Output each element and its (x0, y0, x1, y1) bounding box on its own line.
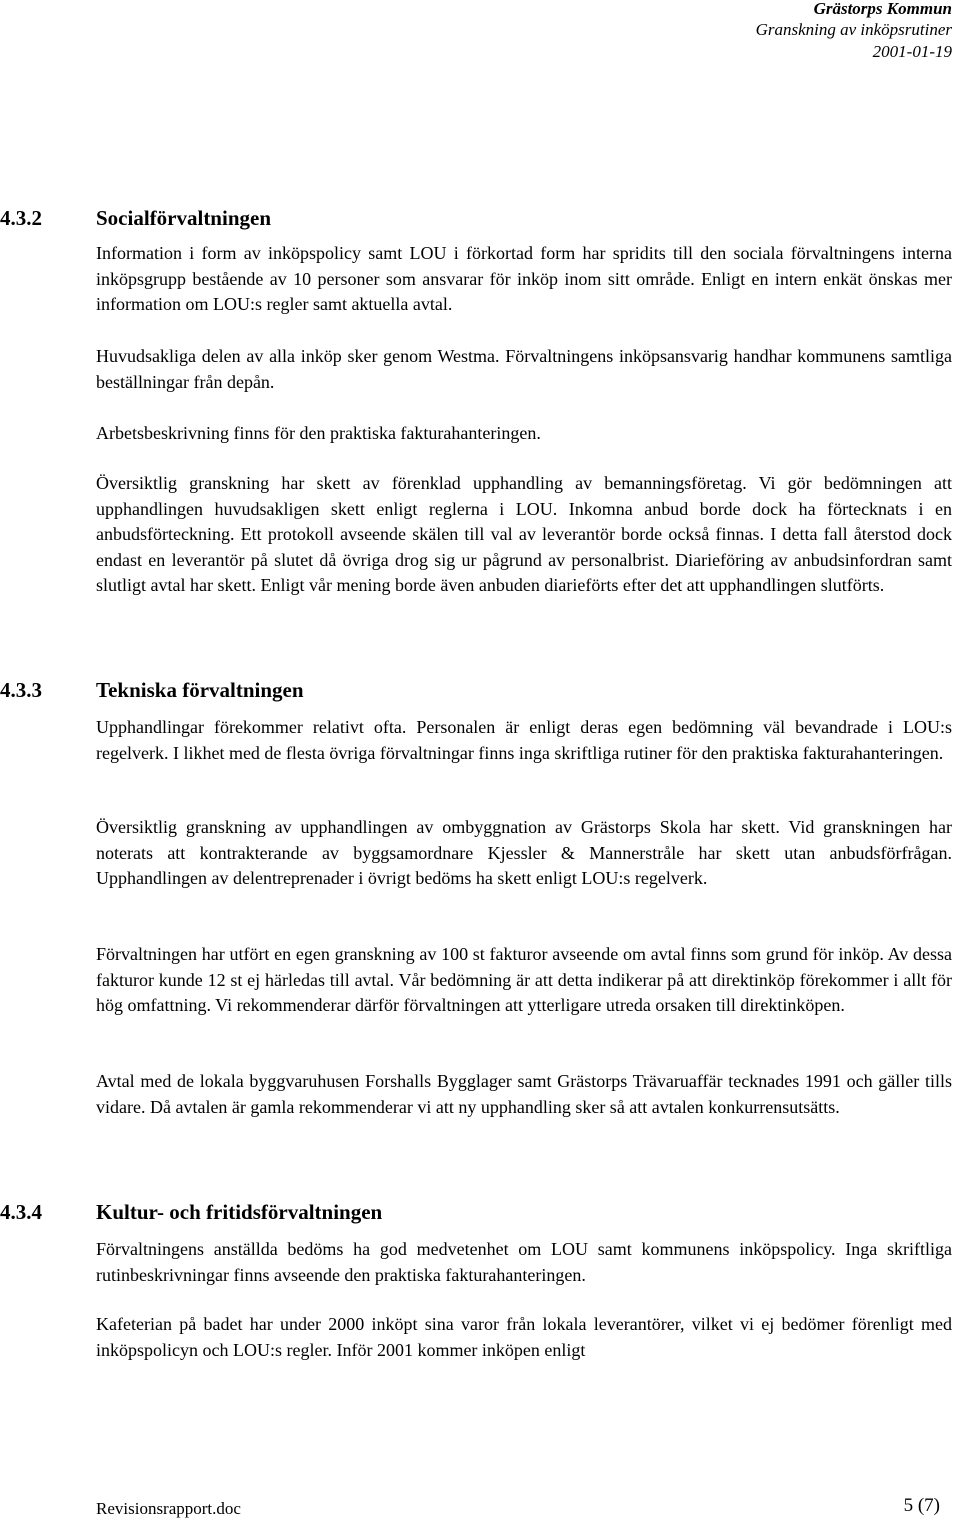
paragraph: Förvaltningens anställda bedöms ha god medvetenhet om LOU samt kommunens inköpspolicy. Inga skriftliga rutinbeskrivningar finns avseende den praktiska fakturahanteringen. (96, 1239, 952, 1285)
paragraph: Avtal med de lokala byggvaruhusen Forshalls Bygglager samt Grästorps Trävaruaffär tecknades 1991 och gäller tills vidare. Då avtalen är gamla rekommenderar vi att ny upphandling sker så att avtalen konkurrensutsätts. (96, 1071, 952, 1117)
header-date: 2001-01-19 (872, 42, 952, 61)
header-document-title: Granskning av inköpsrutiner (755, 20, 952, 39)
section-title: Tekniska förvaltningen (96, 678, 304, 702)
paragraph: Översiktlig granskning har skett av förenklad upphandling av bemanningsföretag. Vi gör bedömningen att upphandlingen huvudsakligen skett enligt reglerna i LOU. Inkomna anbud borde dock ha förtecknats i en anbudsförteckning. Ett protokoll avseende skälen till val av leverantör borde också finnas. I detta fall återstod dock endast en leverantör på slutet då övriga drog sig ur pågrund av personalbrist. Diarieföring av anbudsinfordran samt slutligt avtal har skett. Enligt vår mening borde även anbuden diarieförts efter det att upphandlingen slutförts. (96, 473, 952, 596)
paragraph: Förvaltningen har utfört en egen granskning av 100 st fakturor avseende om avtal finns som grund för inköp. Av dessa fakturor kunde 12 st ej härledas till avtal. Vår bedömning är att detta indikerar på att direktinköp förekommer i allt för hög omfattning. Vi rekommenderar därför förvaltningen att ytterligare utreda orsaken till direktinköpen. (96, 944, 952, 1016)
paragraph: Upphandlingar förekommer relativt ofta. Personalen är enligt deras egen bedömning väl bevandrade i LOU:s regelverk. I likhet med de flesta övriga förvaltningar finns inga skriftliga rutiner för den praktiska fakturahanteringen. (96, 717, 952, 763)
paragraph: Huvudsakliga delen av alla inköp sker genom Westma. Förvaltningens inköpsansvarig handhar kommunens samtliga beställningar från depån. (96, 346, 952, 392)
section-number: 4.3.2 (0, 206, 42, 230)
paragraph: Information i form av inköpspolicy samt LOU i förkortad form har spridits till den sociala förvaltningens interna inköpsgrupp bestående av 10 personer som ansvarar för inköp inom sitt område. Enligt en intern enkät önskas mer information om LOU:s regler samt aktuella avtal. (96, 243, 952, 315)
paragraph: Översiktlig granskning av upphandlingen av ombyggnation av Grästorps Skola har skett. Vid granskningen har noterats att kontrakterande av byggsamordnare Kjessler & Mannerstråle har skett utan anbudsförfrågan. Upphandlingen av delentreprenader i övrigt bedöms ha skett enligt LOU:s regelverk. (96, 817, 952, 889)
paragraph: Kafeterian på badet har under 2000 inköpt sina varor från lokala leverantörer, vilket vi ej bedömer förenligt med inköpspolicyn och LOU:s regler. Inför 2001 kommer inköpen enligt (96, 1314, 952, 1360)
header-organization: Grästorps Kommun (813, 0, 952, 18)
footer-filename: Revisionsrapport.doc (96, 1499, 241, 1518)
section-number: 4.3.4 (0, 1200, 42, 1224)
section-title: Socialförvaltningen (96, 206, 272, 230)
section-number: 4.3.3 (0, 678, 42, 702)
section-title: Kultur- och fritidsförvaltningen (96, 1200, 383, 1224)
footer-page-number: 5 (7) (903, 1495, 940, 1516)
paragraph: Arbetsbeskrivning finns för den praktiska fakturahanteringen. (96, 423, 541, 443)
